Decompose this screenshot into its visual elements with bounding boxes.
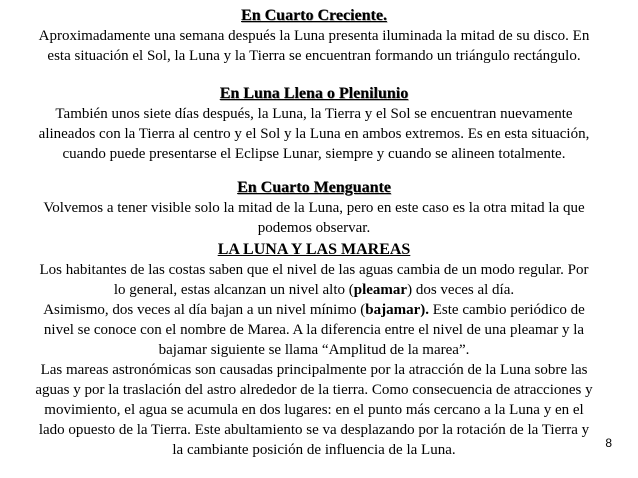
section-heading: En Cuarto Menguante: [237, 179, 391, 196]
section-luna-y-mareas: [34, 240, 594, 460]
bold-term-bajamar: bajamar).: [365, 302, 429, 318]
section-heading: LA LUNA Y LAS MAREAS: [217, 241, 411, 258]
section-heading: En Cuarto Creciente.: [241, 7, 387, 24]
section-paragraph: Las mareas astronómicas son causadas principalmente por la atracción de la Luna sobre las aguas y por la traslación del astro alrededor de la tierra. Como consecuencia de atracciones y movimiento, el agua se acumula en dos lugares: en el punto más cercano a la Luna y en el lado opuesto de la Tierra. Este abultamiento se va desplazando por la rotación de la Tierra y la cambiante posición de influencia de la Luna.: [35, 362, 593, 458]
section-heading: En Luna Llena o Plenilunio: [219, 85, 409, 102]
section-luna-llena: [34, 84, 594, 164]
text-run: ) dos veces al día.: [407, 282, 515, 298]
bold-term-pleamar: pleamar: [353, 282, 408, 298]
section-cuarto-creciente: [34, 6, 594, 66]
section-paragraph: También unos siete días después, la Luna, la Tierra y el Sol se encuentran nuevamente alineados con la Tierra al centro y el Sol y la Luna en ambos extremos. Es en esta situación, cuando puede presentarse el Eclipse Lunar, siempre y cuando se alineen totalmente.: [38, 106, 590, 162]
section-cuarto-menguante: [34, 178, 594, 238]
section-paragraph: Aproximadamente una semana después la Luna presenta iluminada la mitad de su disco. En esta situación el Sol, la Luna y la Tierra se encuentran formando un triángulo rectángulo.: [38, 28, 590, 64]
section-paragraph: [34, 300, 594, 360]
section-paragraph: [34, 260, 594, 300]
page-number: 8: [605, 436, 612, 450]
text-run: Los habitantes de las costas saben que el nivel de las aguas cambia de un modo regular. Por lo general, estas alcanzan un nivel alto (: [39, 262, 589, 298]
text-run: Este cambio periódico de nivel se conoce con el nombre de Marea. A la diferencia entre el nivel de una pleamar y la bajamar siguiente se llama “Amplitud de la marea”.: [43, 302, 585, 358]
section-paragraph: Volvemos a tener visible solo la mitad de la Luna, pero en este caso es la otra mitad la que podemos observar.: [43, 200, 585, 236]
text-run: Asimismo, dos veces al día bajan a un nivel mínimo (: [43, 302, 366, 318]
